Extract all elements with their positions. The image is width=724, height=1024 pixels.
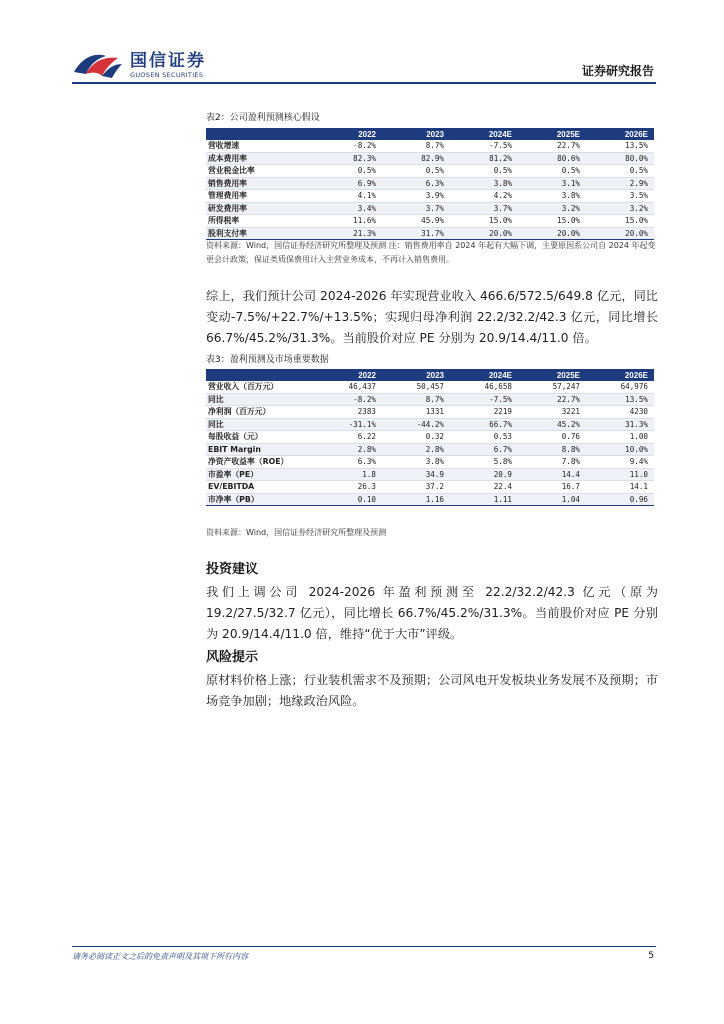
table-earnings-forecast — [206, 369, 654, 506]
page-number: 5 — [648, 951, 654, 961]
column-header-year: 2024E — [450, 128, 518, 140]
table-cell: 0.96 — [586, 493, 654, 506]
table-cell: 1.00 — [586, 431, 654, 444]
table-core-assumptions — [206, 128, 654, 240]
table-cell: -31.1% — [314, 418, 382, 431]
row-label: EBIT Margin — [206, 443, 314, 456]
table-row — [206, 152, 654, 165]
table-cell: 16.7 — [518, 481, 586, 494]
guosen-logo — [72, 50, 206, 80]
table-cell: 8.7% — [382, 393, 450, 406]
table-cell: 6.9% — [314, 177, 382, 190]
table-cell: 2219 — [450, 406, 518, 419]
table-row — [206, 190, 654, 203]
table-cell: 15.0% — [450, 215, 518, 228]
table2-caption: 表2：公司盈利预测核心假设 — [206, 113, 320, 123]
row-label: EV/EBITDA — [206, 481, 314, 494]
row-label: 成本费用率 — [206, 152, 314, 165]
table-header-row — [206, 128, 654, 140]
row-label: 营业税金比率 — [206, 165, 314, 178]
table-cell: 20.0% — [518, 227, 586, 240]
table-cell: 6.3% — [314, 456, 382, 469]
table-cell: 3.9% — [382, 190, 450, 203]
table-header-row — [206, 369, 654, 381]
table-cell: 15.0% — [518, 215, 586, 228]
table-row — [206, 140, 654, 152]
table-cell: 80.6% — [518, 152, 586, 165]
table-cell: 11.0 — [586, 468, 654, 481]
footer-divider — [72, 946, 656, 947]
column-header-year: 2022 — [314, 128, 382, 140]
column-header-year: 2022 — [314, 369, 382, 381]
table-cell: 2.9% — [586, 177, 654, 190]
table-cell: 2383 — [314, 406, 382, 419]
table-cell: 1.04 — [518, 493, 586, 506]
table-cell: 3.8% — [518, 190, 586, 203]
table-cell: 3.7% — [382, 202, 450, 215]
table-cell: 9.4% — [586, 456, 654, 469]
table-row — [206, 481, 654, 494]
table-row — [206, 493, 654, 506]
table-cell: 34.9 — [382, 468, 450, 481]
table-row — [206, 443, 654, 456]
table-cell: 3.2% — [586, 202, 654, 215]
table-cell: 31.3% — [586, 418, 654, 431]
table-cell: 0.10 — [314, 493, 382, 506]
guosen-logo-icon — [72, 50, 124, 80]
table-cell: 6.3% — [382, 177, 450, 190]
table-cell: 46,658 — [450, 381, 518, 393]
table-cell: 20.9 — [450, 468, 518, 481]
report-type-label: 证券研究报告 — [581, 64, 654, 78]
table-cell: -7.5% — [450, 393, 518, 406]
table-cell: 82.3% — [314, 152, 382, 165]
row-label: 同比 — [206, 418, 314, 431]
table-cell: 3.8% — [382, 456, 450, 469]
column-header-year: 2023 — [382, 369, 450, 381]
row-label: 净利润（百万元） — [206, 406, 314, 419]
table-cell: 1.11 — [450, 493, 518, 506]
invest-paragraph: 我们上调公司 2024-2026 年盈利预测至 22.2/32.2/42.3 亿元（原为 19.2/27.5/32.7 亿元），同比增长 66.7%/45.2%/31.3%。当前股价对应 PE 分别为 20.9/14.4/11.0 倍，维持“优于大市”评级。 — [206, 585, 658, 641]
table-cell: 4.2% — [450, 190, 518, 203]
column-header-year: 2025E — [518, 369, 586, 381]
column-header-year: 2026E — [586, 128, 654, 140]
table-cell: 57,247 — [518, 381, 586, 393]
table-cell: 0.5% — [314, 165, 382, 178]
row-label: 市盈率（PE） — [206, 468, 314, 481]
row-label: 营业收入（百万元） — [206, 381, 314, 393]
table-row — [206, 381, 654, 393]
table-cell: 14.4 — [518, 468, 586, 481]
table-cell: 81.2% — [450, 152, 518, 165]
table-cell: -44.2% — [382, 418, 450, 431]
column-header-label — [206, 128, 314, 140]
column-header-label — [206, 369, 314, 381]
table-cell: 8.8% — [518, 443, 586, 456]
table-cell: 4230 — [586, 406, 654, 419]
column-header-year: 2026E — [586, 369, 654, 381]
table-cell: 26.3 — [314, 481, 382, 494]
table-row — [206, 406, 654, 419]
table-row — [206, 418, 654, 431]
page-header — [0, 0, 724, 96]
table-cell: 14.1 — [586, 481, 654, 494]
table-cell: 0.5% — [586, 165, 654, 178]
table-cell: 11.6% — [314, 215, 382, 228]
table-cell: 7.8% — [518, 456, 586, 469]
table-cell: 0.53 — [450, 431, 518, 444]
table-cell: 66.7% — [450, 418, 518, 431]
column-header-year: 2024E — [450, 369, 518, 381]
row-label: 股利支付率 — [206, 227, 314, 240]
table-cell: 1.16 — [382, 493, 450, 506]
table-cell: 31.7% — [382, 227, 450, 240]
table-cell: 22.7% — [518, 393, 586, 406]
logo-text — [130, 51, 206, 80]
table-row — [206, 468, 654, 481]
table-cell: 3.2% — [518, 202, 586, 215]
table-cell: 3.5% — [586, 190, 654, 203]
table-row — [206, 393, 654, 406]
table2-source-note: 资料来源：Wind，国信证券经济研究所整理及预测 注：销售费用率自 2024 年起有大幅下调，主要原因系公司自 2024 年起变更会计政策，保证类质保费用计入主营业务成本，不再计入销售费用。 — [206, 241, 656, 264]
logo-name-cn: 国信证券 — [130, 50, 206, 71]
logo-name-en: GUOSEN SECURITIES — [130, 70, 204, 79]
section-heading-invest: 投资建议 — [206, 562, 259, 577]
table-cell: -7.5% — [450, 140, 518, 152]
row-label: 市净率（PB） — [206, 493, 314, 506]
table-cell: 22.7% — [518, 140, 586, 152]
summary-paragraph: 综上，我们预计公司 2024-2026 年实现营业收入 466.6/572.5/649.8 亿元，同比变动-7.5%/+22.7%/+13.5%；实现归母净利润 22.2/32.2/42.3 亿元，同比增长 66.7%/45.2%/31.3%。当前股价对应 PE 分别为 20.9/14.4/11.0 倍。 — [206, 289, 658, 345]
table-cell: -8.2% — [314, 140, 382, 152]
column-header-year: 2025E — [518, 128, 586, 140]
table-cell: 15.0% — [586, 215, 654, 228]
table-cell: 1.8 — [314, 468, 382, 481]
row-label: 每股收益（元） — [206, 431, 314, 444]
table-cell: 3.8% — [450, 177, 518, 190]
table-row — [206, 431, 654, 444]
table-cell: 20.0% — [586, 227, 654, 240]
table-cell: 37.2 — [382, 481, 450, 494]
row-label: 研发费用率 — [206, 202, 314, 215]
table-cell: 20.0% — [450, 227, 518, 240]
table-cell: 3.7% — [450, 202, 518, 215]
table-cell: 10.0% — [586, 443, 654, 456]
footer-disclaimer: 请务必阅读正文之后的免责声明及其项下所有内容 — [72, 952, 248, 961]
column-header-year: 2023 — [382, 128, 450, 140]
table-cell: 45.2% — [518, 418, 586, 431]
table-cell: 2.8% — [314, 443, 382, 456]
table-cell: 0.5% — [518, 165, 586, 178]
row-label: 净资产收益率（ROE） — [206, 456, 314, 469]
table-cell: 3.4% — [314, 202, 382, 215]
table-cell: 0.5% — [450, 165, 518, 178]
table-cell: 6.22 — [314, 431, 382, 444]
table-cell: 80.0% — [586, 152, 654, 165]
table-row — [206, 227, 654, 240]
table-cell: 1331 — [382, 406, 450, 419]
table-cell: 13.5% — [586, 140, 654, 152]
table-cell: 2.8% — [382, 443, 450, 456]
table-cell: 21.3% — [314, 227, 382, 240]
table-cell: 22.4 — [450, 481, 518, 494]
table-cell: 46,437 — [314, 381, 382, 393]
table-cell: 45.9% — [382, 215, 450, 228]
table-cell: 0.5% — [382, 165, 450, 178]
table-cell: 82.9% — [382, 152, 450, 165]
table-row — [206, 456, 654, 469]
table-row — [206, 202, 654, 215]
table-cell: 5.8% — [450, 456, 518, 469]
table-cell: 4.1% — [314, 190, 382, 203]
row-label: 管理费用率 — [206, 190, 314, 203]
table-cell: 13.5% — [586, 393, 654, 406]
table-cell: -8.2% — [314, 393, 382, 406]
table-cell: 6.7% — [450, 443, 518, 456]
table-cell: 3221 — [518, 406, 586, 419]
row-label: 同比 — [206, 393, 314, 406]
table-cell: 0.76 — [518, 431, 586, 444]
row-label: 销售费用率 — [206, 177, 314, 190]
row-label: 所得税率 — [206, 215, 314, 228]
table-cell: 64,976 — [586, 381, 654, 393]
table-cell: 50,457 — [382, 381, 450, 393]
risk-paragraph: 原材料价格上涨；行业装机需求不及预期；公司风电开发板块业务发展不及预期；市场竞争加剧；地缘政治风险。 — [206, 673, 658, 708]
header-divider — [72, 82, 656, 84]
table-row — [206, 165, 654, 178]
section-heading-risk: 风险提示 — [206, 650, 259, 665]
table3-source-note: 资料来源：Wind，国信证券经济研究所整理及预测 — [206, 528, 387, 537]
table-cell: 0.32 — [382, 431, 450, 444]
table3-caption: 表3：盈利预测及市场重要数据 — [206, 355, 329, 365]
table-row — [206, 177, 654, 190]
table-cell: 8.7% — [382, 140, 450, 152]
row-label: 营收增速 — [206, 140, 314, 152]
table-cell: 3.1% — [518, 177, 586, 190]
table-row — [206, 215, 654, 228]
